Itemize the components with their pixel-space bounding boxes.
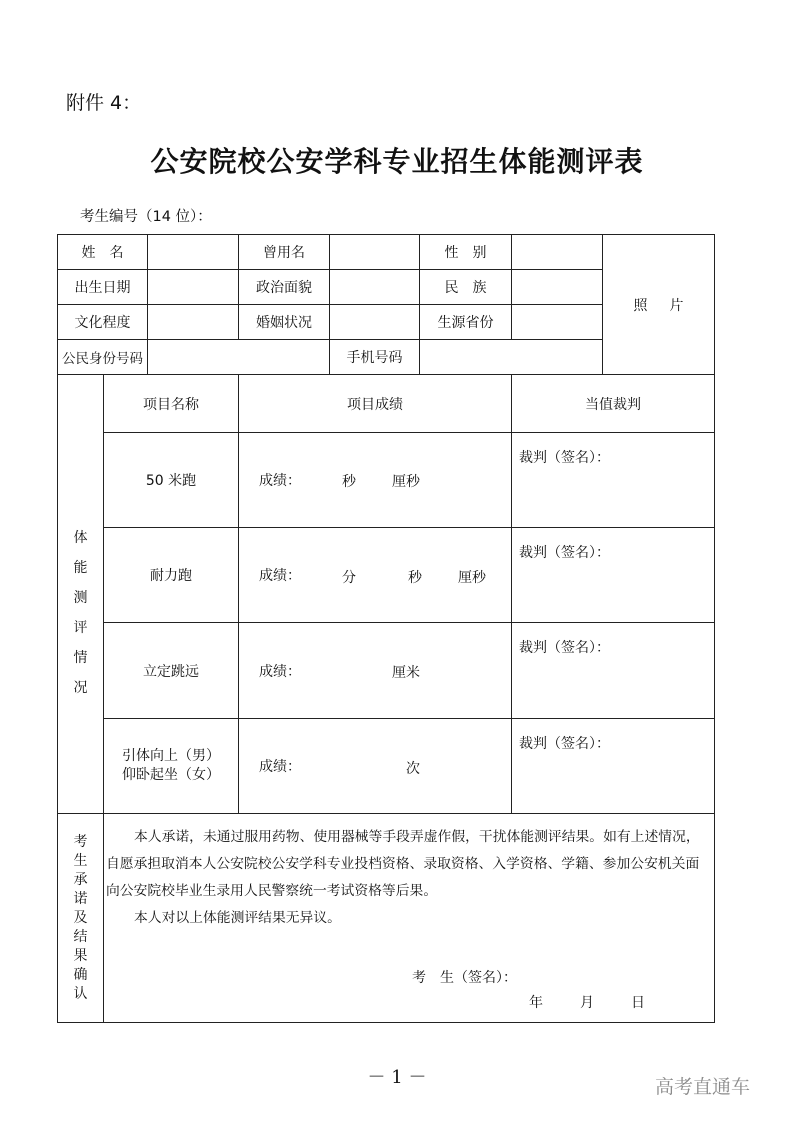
fitness-label-char: 况 xyxy=(73,680,88,696)
score-prefix: 成绩： xyxy=(259,568,301,584)
judge-signature-long-jump[interactable]: 裁判（签名）： xyxy=(511,622,715,719)
id-number-field[interactable] xyxy=(147,339,330,375)
item-50m-run: 50 米跑 xyxy=(103,432,239,528)
former-name-field[interactable] xyxy=(329,234,420,270)
ethnicity-label: 民族 xyxy=(419,269,512,305)
score-prefix: 成绩： xyxy=(259,759,301,775)
fitness-label-char: 测 xyxy=(73,590,88,606)
phone-label: 手机号码 xyxy=(329,339,420,375)
column-header-score: 项目成绩 xyxy=(238,374,512,433)
score-50m-run[interactable] xyxy=(238,432,512,528)
score-prefix: 成绩： xyxy=(259,663,301,680)
unit-minutes: 分 xyxy=(342,570,356,586)
watermark: 高考直通车 xyxy=(655,1076,751,1098)
unit-seconds: 秒 xyxy=(342,474,356,490)
education-field[interactable] xyxy=(147,304,239,340)
exam-number-label: 考生编号（14 位）： xyxy=(80,209,212,225)
item-pullups-situps xyxy=(103,718,239,814)
form-title: 公安院校公安学科专业招生体能测评表 xyxy=(150,145,644,178)
education-label: 文化程度 xyxy=(57,304,148,340)
name-field[interactable] xyxy=(147,234,239,270)
political-status-label: 政治面貌 xyxy=(238,269,330,305)
unit-times: 次 xyxy=(406,761,420,777)
fitness-section-label xyxy=(57,374,104,814)
origin-province-label: 生源省份 xyxy=(419,304,512,340)
item-standing-long-jump: 立定跳远 xyxy=(103,622,239,719)
fitness-label-char: 体 xyxy=(73,530,88,546)
unit-seconds: 秒 xyxy=(408,570,422,586)
item-pullups-label: 引体向上（男） xyxy=(122,748,220,764)
item-endurance-run: 耐力跑 xyxy=(103,527,239,623)
fitness-label-char: 能 xyxy=(73,560,88,576)
column-header-item: 项目名称 xyxy=(103,374,239,433)
marital-status-field[interactable] xyxy=(329,304,420,340)
photo-box[interactable]: 照片 xyxy=(602,234,715,375)
pledge-section-label: 考 生 承 诺 及 结 果 确 认 xyxy=(57,813,104,1023)
political-status-field[interactable] xyxy=(329,269,420,305)
phone-field[interactable] xyxy=(419,339,603,375)
birth-date-field[interactable] xyxy=(147,269,239,305)
candidate-signature[interactable]: 考 生（签名）： xyxy=(412,970,517,986)
date-month: 月 xyxy=(580,995,594,1011)
score-prefix: 成绩： xyxy=(259,473,301,489)
former-name-label: 曾用名 xyxy=(238,234,330,270)
judge-signature-endurance[interactable]: 裁判（签名）： xyxy=(511,527,715,623)
judge-signature-50m[interactable]: 裁判（签名）： xyxy=(511,432,715,528)
pledge-text xyxy=(106,824,713,932)
column-header-judge: 当值裁判 xyxy=(511,374,715,433)
page-number: － 1 － xyxy=(367,1067,427,1088)
marital-status-label: 婚姻状况 xyxy=(238,304,330,340)
score-pullups-situps[interactable] xyxy=(238,718,512,814)
gender-label: 性别 xyxy=(419,234,512,270)
ethnicity-field[interactable] xyxy=(511,269,603,305)
origin-province-field[interactable] xyxy=(511,304,603,340)
id-number-label: 公民身份号码 xyxy=(57,339,148,375)
item-situps-label: 仰卧起坐（女） xyxy=(122,767,220,783)
unit-centimeters: 厘米 xyxy=(392,665,420,681)
pledge-no-objection: 本人对以上体能测评结果无异议。 xyxy=(134,910,341,926)
fitness-label-char: 情 xyxy=(73,650,88,666)
pledge-paragraph: 本人承诺，未通过服用药物、使用器械等手段弄虚作假，干扰体能测评结果。如有上述情况，自愿承担取消本人公安院校公安学科专业投档资格、录取资格、入学资格、学籍、参加公安机关面向公安院校毕业生录用人民警察统一考试资格等后果。 xyxy=(106,829,700,899)
birth-date-label: 出生日期 xyxy=(57,269,148,305)
date-day: 日 xyxy=(631,995,645,1011)
fitness-label-char: 评 xyxy=(73,620,88,636)
judge-signature-pullups[interactable]: 裁判（签名）： xyxy=(511,718,715,814)
gender-field[interactable] xyxy=(511,234,603,270)
attachment-label: 附件 4： xyxy=(66,92,142,114)
date-year: 年 xyxy=(529,995,543,1011)
unit-centiseconds: 厘秒 xyxy=(392,474,420,490)
name-label: 姓名 xyxy=(57,234,148,270)
score-standing-long-jump[interactable] xyxy=(238,622,512,719)
unit-centiseconds: 厘秒 xyxy=(458,570,486,586)
